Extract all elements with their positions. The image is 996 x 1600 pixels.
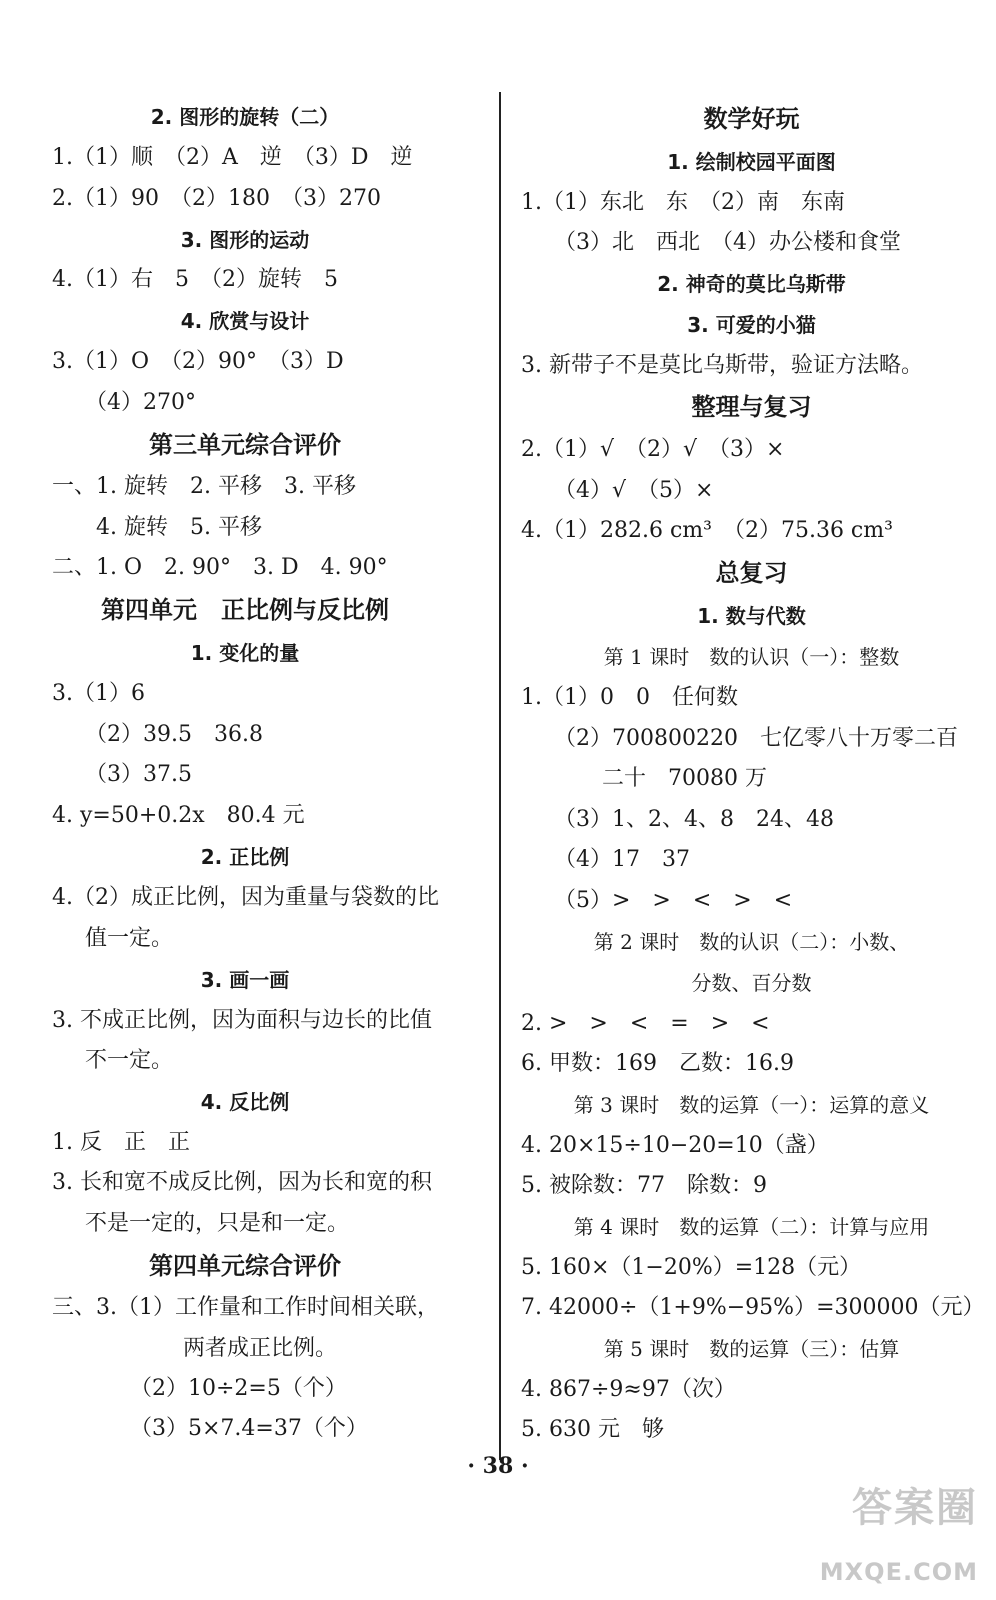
answer-line: 2. > > < = > < bbox=[521, 1011, 770, 1036]
answer-line: （3）1、2、4、8 24、48 bbox=[554, 807, 834, 832]
watermark-logo-text: 答案圈 bbox=[852, 1485, 978, 1531]
section-heading: 4. 欣赏与设计 bbox=[180, 309, 310, 333]
column-divider bbox=[499, 92, 501, 1460]
section-heading: 第 1 课时 数的认识（一）：整数 bbox=[603, 645, 900, 669]
section-heading: 1. 变化的量 bbox=[190, 641, 300, 665]
answer-line: 1.（1）顺 （2）A 逆 （3）D 逆 bbox=[52, 145, 413, 170]
answer-line: （4）270° bbox=[85, 390, 196, 415]
answer-line: （4）√ （5）× bbox=[554, 478, 714, 503]
answer-line: 3. 新带子不是莫比乌斯带，验证方法略。 bbox=[521, 353, 923, 378]
answer-line: 值一定。 bbox=[85, 926, 174, 951]
answer-line: （3）5×7.4=37（个） bbox=[130, 1416, 368, 1441]
section-heading: 2. 神奇的莫比乌斯带 bbox=[657, 272, 846, 296]
watermark-logo bbox=[819, 1476, 978, 1586]
answer-line: （2）39.5 36.8 bbox=[85, 722, 263, 747]
answer-line: 二、1. O 2. 90° 3. D 4. 90° bbox=[52, 555, 388, 580]
answer-line: 3.（1）O （2）90° （3）D bbox=[52, 349, 344, 374]
section-heading: 第四单元 正比例与反比例 bbox=[101, 596, 389, 624]
answer-line: 2.（1）√ （2）√ （3）× bbox=[521, 437, 785, 462]
watermark-site-text: MXQE.COM bbox=[819, 1558, 978, 1586]
answer-line: 4. 20×15÷10−20=10（盏） bbox=[521, 1133, 829, 1158]
answer-line: 3. 长和宽不成反比例，因为长和宽的积 bbox=[52, 1170, 432, 1195]
section-heading: 1. 绘制校园平面图 bbox=[667, 150, 836, 174]
answer-line: 5. 160×（1−20%）=128（元） bbox=[521, 1255, 862, 1280]
answer-line: 6. 甲数：169 乙数：16.9 bbox=[521, 1051, 794, 1076]
answer-line: （5）> > < > < bbox=[554, 888, 793, 913]
section-heading: 3. 图形的运动 bbox=[180, 228, 310, 252]
section-heading: 第 3 课时 数的运算（一）：运算的意义 bbox=[573, 1093, 930, 1117]
answer-line: 5. 被除数：77 除数：9 bbox=[521, 1173, 767, 1198]
answer-line: 1. 反 正 正 bbox=[52, 1130, 190, 1155]
section-heading: 2. 正比例 bbox=[200, 845, 290, 869]
answer-line: 3.（1）6 bbox=[52, 681, 145, 706]
answer-line: 3. 不成正比例，因为面积与边长的比值 bbox=[52, 1008, 432, 1033]
section-heading: 第 2 课时 数的认识（二）：小数、 bbox=[593, 930, 910, 954]
section-heading: 3. 可爱的小猫 bbox=[687, 313, 816, 337]
answer-line: 2.（1）90 （2）180 （3）270 bbox=[52, 186, 381, 211]
answer-line: 5. 630 元 够 bbox=[521, 1417, 664, 1442]
answer-line: （3）北 西北 （4）办公楼和食堂 bbox=[554, 230, 901, 255]
answer-line: 4.（1）右 5 （2）旋转 5 bbox=[52, 267, 338, 292]
answer-line: 一、1. 旋转 2. 平移 3. 平移 bbox=[52, 474, 356, 499]
section-heading: 第四单元综合评价 bbox=[149, 1252, 341, 1280]
answer-line: （4）17 37 bbox=[554, 847, 690, 872]
section-heading: 第 5 课时 数的运算（三）：估算 bbox=[603, 1337, 900, 1361]
answer-line: 7. 42000÷（1+9%−95%）=300000（元） bbox=[521, 1295, 985, 1320]
answer-line: 4. y=50+0.2x 80.4 元 bbox=[52, 803, 305, 828]
answer-line: 4.（2）成正比例，因为重量与袋数的比 bbox=[52, 885, 439, 910]
section-heading: 第 4 课时 数的运算（二）：计算与应用 bbox=[573, 1215, 930, 1239]
section-heading: 3. 画一画 bbox=[200, 968, 290, 992]
answer-line: 1.（1）东北 东 （2）南 东南 bbox=[521, 190, 845, 215]
section-heading: 整理与复习 bbox=[691, 393, 812, 421]
section-heading: 4. 反比例 bbox=[200, 1090, 290, 1114]
answer-line: 二十 70080 万 bbox=[602, 766, 767, 791]
answer-line: 4.（1）282.6 cm³ （2）75.36 cm³ bbox=[521, 518, 893, 543]
section-heading: 第三单元综合评价 bbox=[149, 431, 341, 459]
page-number: · 38 · bbox=[467, 1453, 529, 1479]
section-heading: 1. 数与代数 bbox=[697, 604, 806, 628]
answer-line: 4. 旋转 5. 平移 bbox=[96, 515, 262, 540]
answer-line: 不一定。 bbox=[85, 1048, 174, 1073]
answer-line: 1.（1）0 0 任何数 bbox=[521, 685, 738, 710]
section-heading: 数学好玩 bbox=[703, 105, 800, 133]
section-heading: 分数、百分数 bbox=[691, 971, 812, 995]
section-heading: 2. 图形的旋转（二） bbox=[150, 105, 340, 129]
answer-line: （2）700800220 七亿零八十万零二百 bbox=[554, 726, 958, 751]
answer-line: 两者成正比例。 bbox=[183, 1336, 338, 1361]
section-heading: 总复习 bbox=[715, 559, 788, 587]
answer-line: 不是一定的，只是和一定。 bbox=[85, 1211, 350, 1236]
answer-line: （2）10÷2=5（个） bbox=[130, 1376, 347, 1401]
answer-line: 4. 867÷9≈97（次） bbox=[521, 1377, 736, 1402]
answer-line: （3）37.5 bbox=[85, 762, 192, 787]
answer-line: 三、3.（1）工作量和工作时间相关联， bbox=[52, 1295, 439, 1320]
